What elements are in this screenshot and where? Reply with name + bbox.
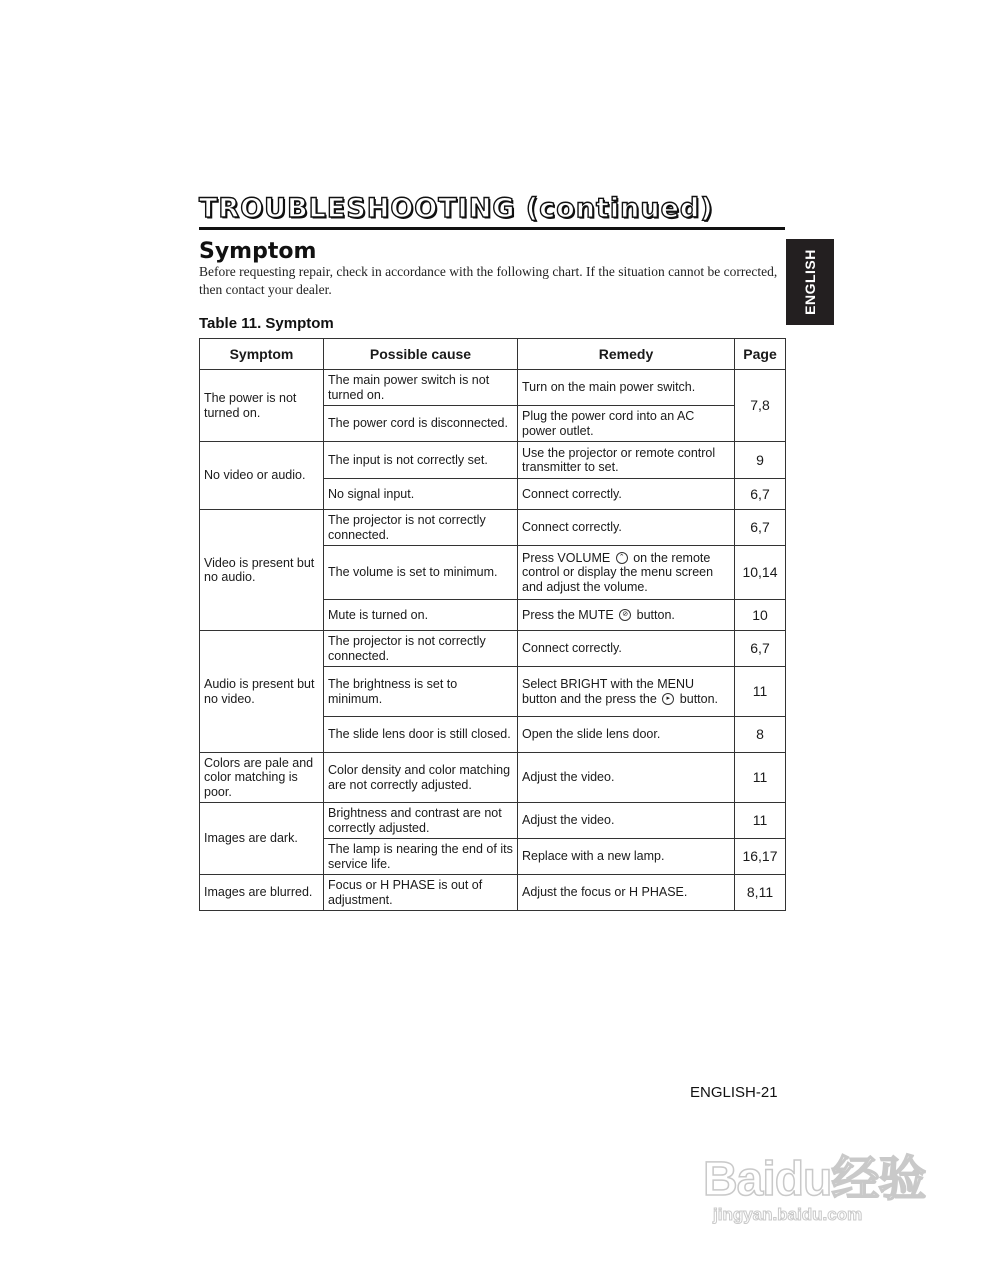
column-header-cause: Possible cause <box>324 339 518 370</box>
cause-cell: The main power switch is not turned on. <box>324 370 518 406</box>
page-cell: 8,11 <box>735 875 786 911</box>
cause-cell: Color density and color matching are not correctly adjusted. <box>324 753 518 803</box>
cause-cell: The lamp is nearing the end of its service life. <box>324 839 518 875</box>
cause-cell: The power cord is disconnected. <box>324 406 518 442</box>
remedy-text: Press VOLUME <box>522 550 611 565</box>
language-tab <box>786 239 834 325</box>
language-tab-label: ENGLISH <box>802 249 819 315</box>
remedy-text: button. <box>636 607 675 622</box>
baidu-watermark-url: jingyan.baidu.com <box>713 1205 863 1224</box>
cause-cell: The volume is set to minimum. <box>324 546 518 600</box>
page-cell: 8 <box>735 717 786 753</box>
page-cell: 10 <box>735 600 786 631</box>
intro-paragraph: Before requesting repair, check in accordance with the following chart. If the situation cannot be corrected, then contact your dealer. <box>199 264 778 297</box>
page-cell: 7,8 <box>735 370 786 442</box>
remedy-text: Press the MUTE <box>522 607 614 622</box>
title-rule <box>199 227 785 230</box>
remedy-cell: Turn on the main power switch. <box>518 370 735 406</box>
symptom-table <box>199 338 786 911</box>
table-row <box>200 370 786 406</box>
symptom-cell: Colors are pale and color matching is poor. <box>200 753 324 803</box>
remedy-cell: Replace with a new lamp. <box>518 839 735 875</box>
cause-cell: The projector is not correctly connected. <box>324 631 518 667</box>
remedy-cell: Connect correctly. <box>518 510 735 546</box>
remedy-cell: Adjust the video. <box>518 753 735 803</box>
remedy-text: button. <box>679 691 719 706</box>
page-cell: 6,7 <box>735 510 786 546</box>
table-header-row <box>200 339 786 370</box>
table-row <box>200 803 786 839</box>
remedy-cell <box>518 600 735 631</box>
column-header-symptom: Symptom <box>200 339 324 370</box>
remedy-cell: Connect correctly. <box>518 631 735 667</box>
cause-cell: Focus or H PHASE is out of adjustment. <box>324 875 518 911</box>
symptom-cell: Images are dark. <box>200 803 324 875</box>
column-header-remedy: Remedy <box>518 339 735 370</box>
page-cell: 11 <box>735 753 786 803</box>
page-cell: 6,7 <box>735 479 786 510</box>
page-cell: 6,7 <box>735 631 786 667</box>
symptom-cell: Audio is present but no video. <box>200 631 324 753</box>
page-cell: 16,17 <box>735 839 786 875</box>
cause-cell: Mute is turned on. <box>324 600 518 631</box>
remedy-cell: Plug the power cord into an AC power outlet. <box>518 406 735 442</box>
remedy-cell <box>518 667 735 717</box>
cause-cell: The projector is not correctly connected. <box>324 510 518 546</box>
table-row <box>200 753 786 803</box>
column-header-page: Page <box>735 339 786 370</box>
cause-cell: The input is not correctly set. <box>324 442 518 479</box>
mute-icon: ⊘ <box>619 609 631 621</box>
remedy-cell: Open the slide lens door. <box>518 717 735 753</box>
section-heading: Symptom <box>199 239 317 264</box>
table-row <box>200 442 786 479</box>
cause-cell: Brightness and contrast are not correctly adjusted. <box>324 803 518 839</box>
page-cell: 11 <box>735 667 786 717</box>
table-row <box>200 510 786 546</box>
remedy-cell: Adjust the focus or H PHASE. <box>518 875 735 911</box>
page-title: TROUBLESHOOTING (continued) <box>199 193 714 224</box>
cause-cell: The brightness is set to minimum. <box>324 667 518 717</box>
right-arrow-icon: ▸ <box>662 693 674 705</box>
baidu-watermark-logo: Baidu经验 <box>703 1153 926 1206</box>
symptom-cell: Images are blurred. <box>200 875 324 911</box>
remedy-cell: Use the projector or remote control transmitter to set. <box>518 442 735 479</box>
cause-cell: No signal input. <box>324 479 518 510</box>
cause-cell: The slide lens door is still closed. <box>324 717 518 753</box>
remedy-text: on the remote control or display the menu screen and adjust the volume. <box>522 550 714 594</box>
remedy-text: Select BRIGHT with the MENU button and the press the <box>522 677 695 706</box>
symptom-cell: The power is not turned on. <box>200 370 324 442</box>
page-number: ENGLISH-21 <box>690 1084 778 1101</box>
table-row <box>200 875 786 911</box>
symptom-cell: Video is present but no audio. <box>200 510 324 631</box>
remedy-cell: Connect correctly. <box>518 479 735 510</box>
table-caption: Table 11. Symptom <box>199 315 334 332</box>
symptom-cell: No video or audio. <box>200 442 324 510</box>
page-cell: 11 <box>735 803 786 839</box>
volume-up-icon: ⌃ <box>616 552 628 564</box>
remedy-cell <box>518 546 735 600</box>
remedy-cell: Adjust the video. <box>518 803 735 839</box>
page-cell: 10,14 <box>735 546 786 600</box>
table-row <box>200 631 786 667</box>
page-cell: 9 <box>735 442 786 479</box>
